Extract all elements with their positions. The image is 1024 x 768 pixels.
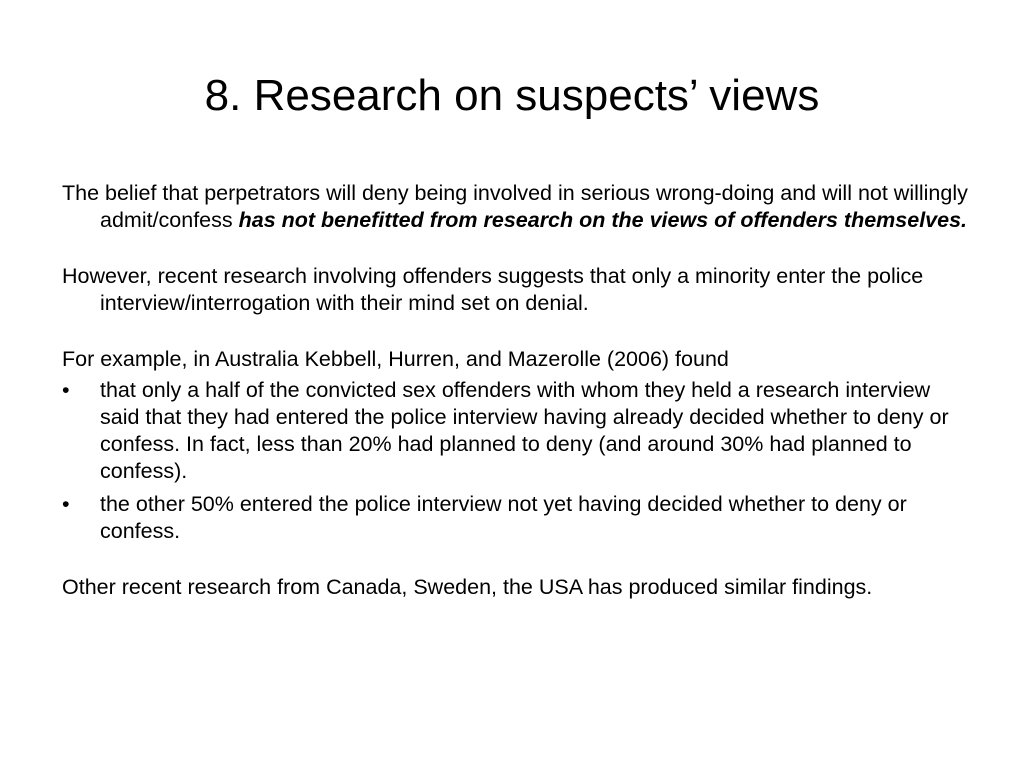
spacer [62,317,972,346]
paragraph-belief-text: The belief that perpetrators will deny being involved in serious wrong-doing and will not willingly admit/confess [62,181,968,232]
bullet-text: the other 50% entered the police interview not yet having decided whether to deny or confess. [100,492,907,543]
bullet-item-2 [62,491,972,545]
slide-title: 8. Research on suspects’ views [204,71,820,120]
paragraph-belief [62,180,972,234]
spacer [62,234,972,263]
paragraph-example: For example, in Australia Kebbell, Hurren, and Mazerolle (2006) found [62,347,729,371]
bullet-marker: • [62,492,70,516]
slide-body [62,180,972,601]
bullet-marker: • [62,378,70,402]
paragraph-however: However, recent research involving offenders suggests that only a minority enter the police interview/interrogation with their mind set on denial. [62,264,924,315]
bullet-text: that only a half of the convicted sex offenders with whom they held a research interview said that they had entered the police interview having already decided whether to deny or confess. In fact, less than 20% had planned to deny (and around 30% had planned to confess). [100,378,949,483]
bullet-item-1 [62,377,972,485]
paragraph-belief-emphasis: has not benefitted from research on the views of offenders themselves. [238,208,968,232]
spacer [62,545,972,574]
paragraph-other-research: Other recent research from Canada, Sweden, the USA has produced similar findings. [62,575,873,599]
